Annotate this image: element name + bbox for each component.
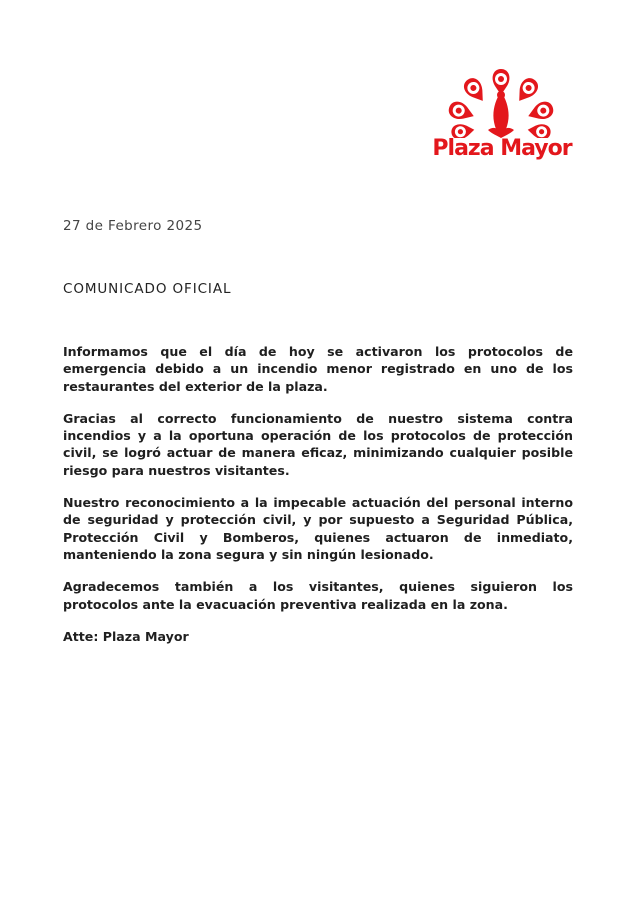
peacock-fan-icon — [444, 62, 558, 138]
letter-body — [63, 343, 573, 645]
brand-logo — [428, 62, 576, 174]
signature: Atte: Plaza Mayor — [63, 628, 189, 644]
paragraph-1: Informamos que el día de hoy se activaron los protocolos de emergencia debido a un incendio menor registrado en uno de los restaurantes del exterior de la plaza. — [63, 344, 573, 394]
paragraph-4: Agradecemos también a los visitantes, quienes siguieron los protocolos ante la evacuación preventiva realizada en la zona. — [63, 579, 573, 612]
letter-date: 27 de Febrero 2025 — [63, 218, 203, 234]
letter-title: COMUNICADO OFICIAL — [63, 281, 232, 297]
paragraph-3: Nuestro reconocimiento a la impecable actuación del personal interno de seguridad y protección civil, y por supuesto a Seguridad Pública, Protección Civil y Bomberos, quienes actuaron de inmediato, manteniendo la zona segura y sin ningún lesionado. — [63, 495, 573, 562]
paragraph-2: Gracias al correcto funcionamiento de nuestro sistema contra incendios y a la oportuna operación de los protocolos de protección civil, se logró actuar de manera eficaz, minimizando cualquier posible riesgo para nuestros visitantes. — [63, 410, 573, 478]
brand-name: Plaza Mayor — [432, 136, 572, 161]
